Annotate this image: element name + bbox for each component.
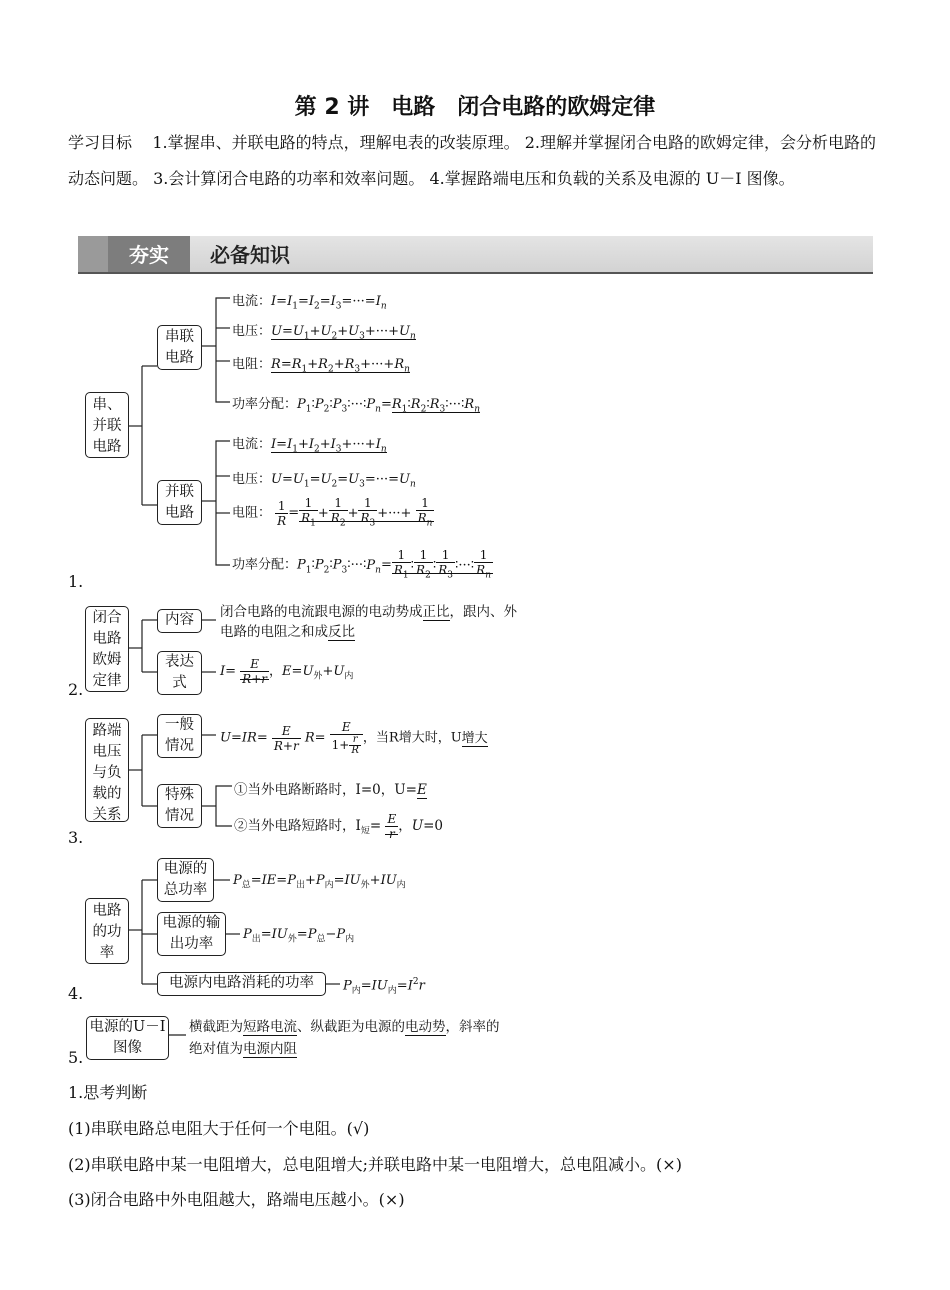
- parallel-voltage-label: 电压：: [232, 472, 272, 487]
- judge-item-1: (1)串联电路总电阻大于任何一个电阻。(√): [68, 1119, 370, 1138]
- series-current-label: 电流：: [232, 294, 272, 309]
- general-case-box: 一般情况: [157, 714, 202, 758]
- ui-text-a: 横截距为: [189, 1019, 243, 1035]
- series-resistance-label: 电阻：: [232, 357, 272, 372]
- series-voltage: 电压：$U=U_1+U_2+U_3+\cdot\cdot\cdot+U_n$: [232, 324, 416, 342]
- content-text-b: ，跟内、外: [449, 604, 517, 620]
- special-short-text: ②当外电路短路时，I: [234, 818, 361, 834]
- diagram5-number: 5.: [68, 1048, 84, 1067]
- judge-item-3: (3)闭合电路中外电阻越大，路端电压越小。(×): [68, 1190, 405, 1209]
- content-blank-inverse: 反比: [328, 624, 355, 640]
- parallel-current: 电流：$I=I_1+I_2+I_3+\cdot\cdot\cdot+I_n$: [232, 437, 387, 455]
- total-power-box: 电源的总功率: [157, 858, 214, 902]
- total-power-formula: $P_总=IE=P_出+P_内=IU_外+IU_内$: [233, 873, 406, 891]
- diagram1-number: 1.: [68, 572, 84, 591]
- parallel-resistance-label: 电阻：: [232, 505, 272, 521]
- parallel-resistance: 电阻： $\frac{1}{R}$ = $\frac{1}{R_1}$ + $\frac{1}{R_2}$ + $\frac{1}{R_3}$ +···+ $\frac{1}{R_n}$: [232, 496, 433, 529]
- special-open-blank: E: [416, 782, 427, 798]
- internal-power-formula: $P_内=IU_内=I^2r$: [343, 977, 425, 996]
- content-box: 内容: [157, 609, 202, 633]
- content-text-a: 闭合电路的电流跟电源的电动势成: [220, 604, 423, 620]
- parallel-power: 功率分配：$P_1∶P_2∶P_3∶\cdot\cdot\cdot∶P_n=$ $\frac{1}{R_1}$ ∶ $\frac{1}{R_2}$ ∶ $\frac{1}{R_3}$ ∶···∶ $\frac{1}{R_n}$: [232, 548, 492, 581]
- ui-blank-emf: 电动势: [405, 1019, 446, 1035]
- diagram2-number: 2.: [68, 680, 84, 699]
- objectives-text: 1.掌握串、并联电路的特点，理解电表的改装原理。 2.理解并掌握闭合电路的欧姆定律，会分析电路的动态问题。 3.会计算闭合电路的功率和效率问题。 4.掌握路端电压和负载的关系及电源的 U－I 图像。: [68, 133, 876, 188]
- parallel-power-label: 功率分配：: [232, 557, 298, 573]
- parallel-voltage: 电压：$U=U_1=U_2=U_3=\cdot\cdot\cdot=U_n$: [232, 472, 416, 490]
- general-case-formula: U=IR= $\frac{E}{R+r}$ R= E 1+ $\frac{r}{R}$ ，当R增大时，U增大: [220, 720, 488, 756]
- ui-graph-root-box: 电源的U－I图像: [86, 1016, 169, 1060]
- output-power-formula: $P_出=IU_外=P_总-P_内$: [243, 927, 355, 945]
- special-case-short: ②当外电路短路时，$I_短=$ $\frac{E}{r}$ ，U=0: [234, 812, 444, 841]
- output-power-box: 电源的输出功率: [157, 912, 226, 956]
- ui-text-c: ，斜率的: [445, 1019, 500, 1035]
- special-open-text: ①当外电路断路时，I=0，U=: [234, 782, 417, 798]
- content-text-c: 电路的电阻之和成: [220, 624, 328, 640]
- circuit-power-root-box: 电路的功率: [85, 898, 129, 964]
- general-case-blank: 增大: [461, 730, 488, 746]
- judge-item-2: (2)串联电路中某一电阻增大，总电阻增大;并联电路中某一电阻增大，总电阻减小。(×): [68, 1155, 682, 1174]
- expression-box: 表达式: [157, 651, 202, 695]
- special-case-open: [234, 778, 427, 798]
- series-circuit-box: 串联电路: [157, 325, 202, 370]
- banner-heading: 必备知识: [210, 243, 290, 267]
- ui-graph-description: [189, 1016, 500, 1060]
- series-resistance: 电阻：$R=R_1+R_2+R_3+\cdot\cdot\cdot+R_n$: [232, 357, 410, 375]
- ui-text-d: 绝对值为: [189, 1041, 243, 1057]
- objectives-label: 学习目标: [68, 133, 133, 152]
- diagram3-number: 3.: [68, 828, 84, 847]
- diagram4-number: 4.: [68, 984, 84, 1003]
- series-voltage-label: 电压：: [232, 324, 272, 339]
- ui-blank-short-current: 短路电流: [243, 1019, 297, 1035]
- internal-power-box: 电源内电路消耗的功率: [157, 972, 326, 996]
- general-case-tail: ，当R增大时，U: [362, 730, 462, 746]
- ohm-law-expression: I= $\frac{E}{R+r}$ ，$E=U_外+U_内$: [220, 657, 354, 686]
- judge-heading: 1.思考判断: [68, 1083, 148, 1102]
- series-power: 功率分配：$P_1∶P_2∶P_3∶\cdot\cdot\cdot∶P_n=R_1∶R_2∶R_3∶\cdot\cdot\cdot∶R_n$: [232, 397, 481, 415]
- content-blank-direct: 正比: [422, 604, 450, 620]
- ui-text-b: 、纵截距为电源的: [297, 1019, 405, 1035]
- banner-tag: 夯实: [108, 236, 190, 274]
- page-title: 第 2 讲 电路 闭合电路的欧姆定律: [294, 95, 656, 120]
- series-current: 电流：$I=I_1=I_2=I_3=\cdot\cdot\cdot=I_n$: [232, 294, 387, 312]
- series-power-label: 功率分配：: [232, 397, 298, 412]
- closed-circuit-ohm-law-root-box: 闭合电路欧姆定律: [85, 606, 129, 692]
- terminal-voltage-root-box: 路端电压与负载的关系: [85, 718, 129, 822]
- parallel-current-label: 电流：: [232, 437, 272, 452]
- parallel-circuit-box: 并联电路: [157, 480, 202, 525]
- special-case-box: 特殊情况: [157, 784, 202, 828]
- ui-blank-internal-resistance: 电源内阻: [243, 1041, 297, 1057]
- series-parallel-root-box: 串、并联电路: [85, 392, 129, 458]
- ohm-law-content: [220, 602, 517, 642]
